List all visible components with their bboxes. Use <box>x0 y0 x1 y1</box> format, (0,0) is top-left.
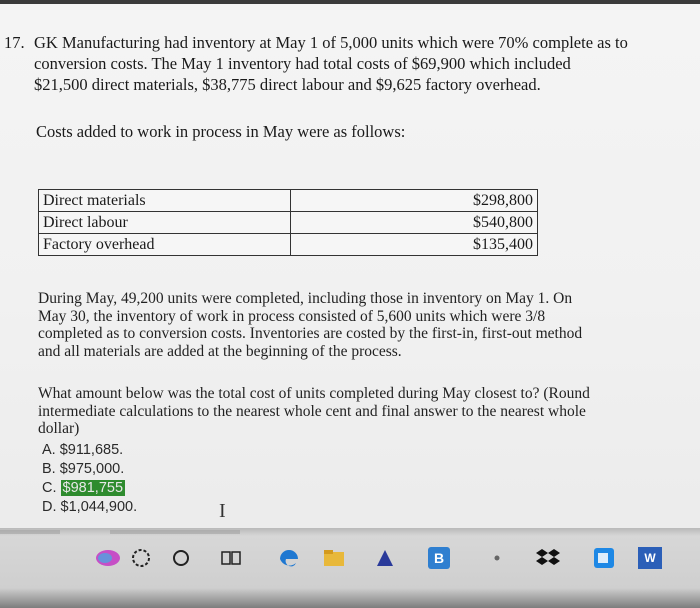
cost-amount: $298,800 <box>291 190 538 212</box>
prompt-line: dollar) <box>38 420 80 437</box>
answer-option-b[interactable] <box>42 461 124 477</box>
option-value-highlighted: $981,755 <box>62 480 124 496</box>
question-line-2: conversion costs. The May 1 inventory had total costs of $69,900 which included <box>34 54 571 73</box>
answer-option-c[interactable] <box>42 480 125 496</box>
edge-icon[interactable] <box>276 545 302 571</box>
paragraph-line: May 30, the inventory of work in process consisted of 5,600 units which were 3/8 <box>38 307 546 325</box>
table-row <box>39 234 538 256</box>
cost-amount: $540,800 <box>291 212 538 234</box>
option-value: $975,000. <box>59 461 125 477</box>
question-number: 17. <box>4 33 25 52</box>
question-prompt <box>38 385 678 438</box>
prompt-line: intermediate calculations to the nearest whole cent and final answer to the nearest whole <box>38 402 586 420</box>
cost-label: Factory overhead <box>39 234 291 256</box>
text-cursor-icon: I <box>219 500 226 522</box>
paragraph-line: During May, 49,200 units were completed, including those in inventory on May 1. On <box>38 290 573 307</box>
table-row <box>39 190 538 212</box>
option-letter: D. <box>42 499 57 515</box>
costs-intro: Costs added to work in process in May were as follows: <box>36 122 406 141</box>
question-line-3: $21,500 direct materials, $38,775 direct labour and $9,625 factory overhead. <box>34 75 541 94</box>
answer-option-d[interactable] <box>42 499 137 515</box>
bing-icon[interactable] <box>426 545 452 571</box>
outlook-icon[interactable] <box>591 545 617 571</box>
cost-table <box>38 189 538 256</box>
faint-taskbar-label <box>110 530 240 534</box>
prompt-line: What amount below was the total cost of units completed during May closest to? (Round <box>38 385 590 402</box>
file-explorer-icon[interactable] <box>321 545 347 571</box>
task-view-icon[interactable] <box>218 545 244 571</box>
faint-taskbar-label <box>0 530 60 534</box>
cost-amount: $135,400 <box>291 234 538 256</box>
option-letter: A. <box>42 442 56 458</box>
option-value: $911,685. <box>59 442 124 458</box>
question-line-1: GK Manufacturing had inventory at May 1 of 5,000 units which were 70% complete as to <box>34 33 628 52</box>
app-icon[interactable] <box>484 545 510 571</box>
bing-letter: B <box>428 547 450 569</box>
paragraph-line: completed as to conversion costs. Inventories are costed by the first-in, first-out method <box>38 325 583 342</box>
search-icon[interactable] <box>128 545 154 571</box>
option-value: $1,044,900. <box>60 499 138 515</box>
siri-icon[interactable] <box>95 545 121 571</box>
dropbox-icon[interactable] <box>535 545 561 571</box>
cortana-icon[interactable] <box>168 545 194 571</box>
paragraph-line: and all materials are added at the beginning of the process. <box>38 342 402 360</box>
option-letter: C. <box>42 480 57 496</box>
option-letter: B. <box>42 461 56 477</box>
store-icon[interactable] <box>372 545 398 571</box>
cost-label: Direct materials <box>39 190 291 212</box>
process-paragraph <box>38 290 678 360</box>
table-row <box>39 212 538 234</box>
word-letter: W <box>638 547 662 569</box>
cost-label: Direct labour <box>39 212 291 234</box>
word-icon[interactable] <box>637 545 663 571</box>
answer-option-a[interactable] <box>42 442 123 458</box>
